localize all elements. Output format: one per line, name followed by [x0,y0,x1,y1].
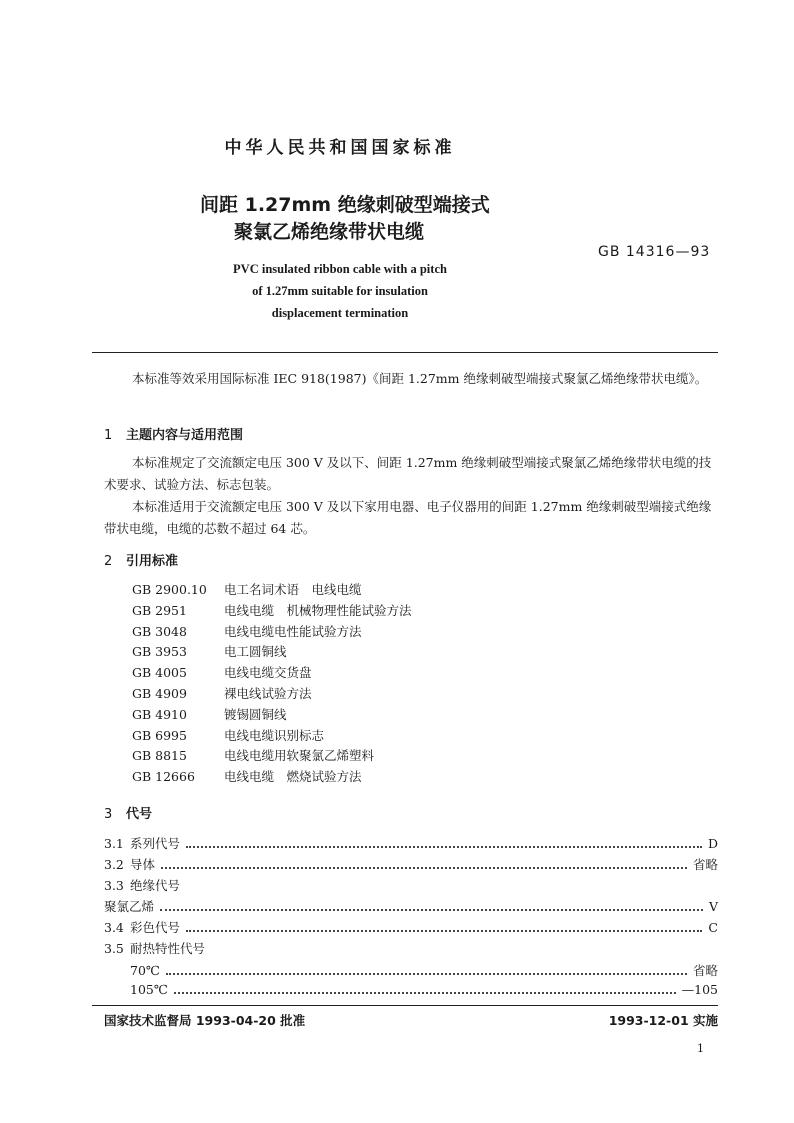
code-label: 70℃ [130,963,160,978]
dot-leader [174,992,676,994]
dot-leader [160,909,703,911]
reference-code: GB 8815 [132,748,187,764]
code-number: 3.5 [104,941,124,956]
reference-code: GB 2951 [132,602,187,618]
section-1-title: 主题内容与适用范围 [126,428,244,443]
header-divider [92,352,718,353]
code-row-conductor [104,855,718,875]
code-row-heat-heading [104,939,718,959]
reference-code: GB 4910 [132,706,187,722]
section-2-title: 引用标准 [126,554,179,569]
reference-code: GB 2900.10 [132,582,207,597]
reference-item [132,663,412,684]
code-label: 彩色代号 [130,920,181,935]
page-number: 1 [697,1042,704,1055]
effective-date-line: 1993-12-01 实施 [608,1013,718,1028]
section-2-number: 2 [104,554,113,569]
reference-title: 裸电线试验方法 [224,685,312,701]
reference-title: 电线电缆用软聚氯乙烯塑料 [224,748,375,764]
reference-title: 电线电缆电性能试验方法 [224,623,362,639]
code-number: 3.2 [104,857,124,872]
title-cn-line1: 间距 1.27mm 绝缘刺破型端接式 [200,194,490,216]
reference-title: 电线电缆识别标志 [224,727,325,743]
title-en [180,258,500,324]
dot-leader [161,867,687,869]
reference-list [132,580,412,788]
standard-number: GB 14316—93 [598,244,711,260]
section-3-title: 代号 [126,807,153,822]
code-row-pvc [104,897,718,917]
code-number: 3.3 [104,878,124,893]
reference-item [132,767,412,788]
reference-item [132,746,412,767]
title-en-line2: of 1.27mm suitable for insulation [252,284,428,298]
code-number: 3.4 [104,920,124,935]
code-label: 耐热特性代号 [130,941,206,956]
dot-leader [166,973,687,975]
title-en-line3: displacement termination [271,306,409,320]
title-en-line1: PVC insulated ribbon cable with a pitch [233,262,447,276]
code-value: 省略 [692,963,718,978]
reference-code: GB 12666 [132,769,195,785]
reference-title: 电线电缆 燃烧试验方法 [224,769,362,785]
code-row-70c [130,961,718,981]
code-row-insulation-heading [104,876,718,896]
dot-leader [186,846,702,848]
code-value: —105 [681,982,718,997]
reference-item [132,705,412,726]
code-number: 3.1 [104,836,124,851]
reference-code: GB 3953 [132,644,187,660]
reference-item [132,580,412,601]
code-label: 聚氯乙烯 [104,899,155,914]
reference-item [132,684,412,705]
reference-code: GB 4909 [132,685,187,701]
intro-paragraph: 本标准等效采用国际标准 IEC 918(1987)《间距 1.27mm 绝缘刺破型端接式聚氯乙烯绝缘带状电缆》。 [132,371,708,386]
title-cn-line2: 聚氯乙烯绝缘带状电缆 [234,221,425,243]
reference-code: GB 6995 [132,727,187,743]
code-label: 绝缘代号 [130,878,181,893]
section-1-paragraph-1: 本标准规定了交流额定电压 300 V 及以下、间距 1.27mm 绝缘刺破型端接式聚氯乙烯绝缘带状电缆的技术要求、试验方法、标志包装。 [104,455,712,492]
code-label: 导体 [130,857,156,872]
reference-item [132,642,412,663]
reference-item [132,622,412,643]
code-row-color [104,918,718,938]
code-row-series [104,834,718,854]
code-value: 省略 [692,857,718,872]
reference-title: 电线电缆 机械物理性能试验方法 [224,602,412,618]
code-label: 系列代号 [130,836,181,851]
code-label: 105℃ [130,982,168,997]
reference-item [132,726,412,747]
code-row-105c [130,982,718,1002]
code-value: V [708,899,718,914]
reference-title: 镀锡圆铜线 [224,706,287,722]
reference-title: 电工名词术语 电线电缆 [224,582,362,597]
section-3-heading [104,803,152,822]
footer-divider [92,1005,718,1006]
dot-leader [186,930,702,932]
approval-line: 国家技术监督局 1993-04-20 批准 [104,1013,306,1028]
code-value: D [707,836,718,851]
section-2-heading [104,550,178,569]
reference-title: 电线电缆交货盘 [224,665,312,681]
reference-item [132,601,412,622]
standard-type-heading: 中华人民共和国国家标准 [224,138,456,158]
section-1-paragraph-2: 本标准适用于交流额定电压 300 V 及以下家用电器、电子仪器用的间距 1.27mm 绝缘刺破型端接式绝缘带状电缆，电缆的芯数不超过 64 芯。 [104,499,712,536]
reference-code: GB 3048 [132,623,187,639]
section-3-number: 3 [104,807,113,822]
section-1-heading [104,424,243,443]
reference-title: 电工圆铜线 [224,644,287,660]
reference-code: GB 4005 [132,665,187,681]
section-1-number: 1 [104,428,113,443]
code-value: C [708,920,718,935]
